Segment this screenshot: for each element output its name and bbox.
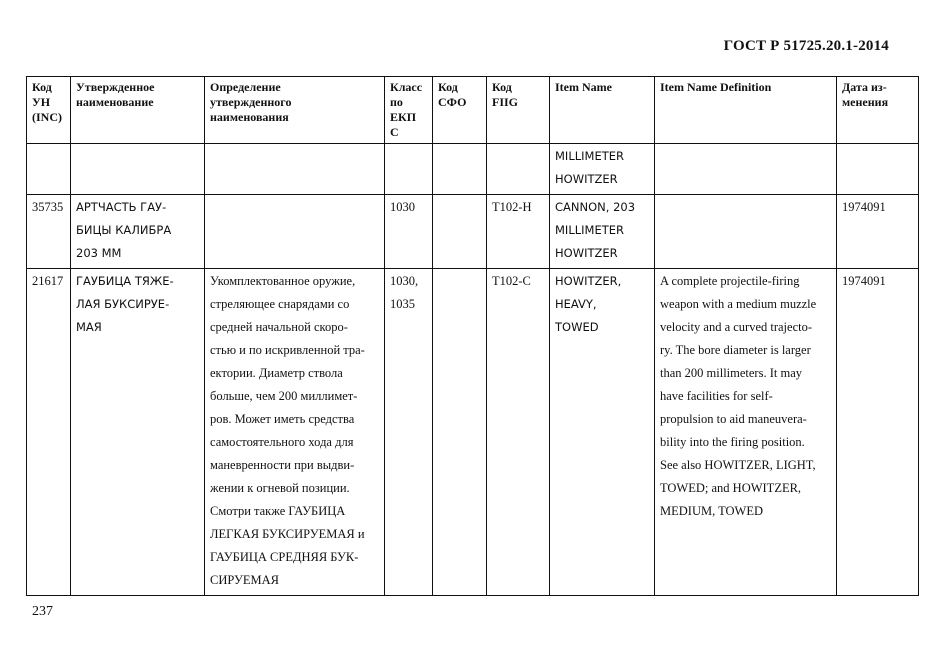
- cell-inc: 21617: [27, 269, 71, 596]
- cell-definition: [205, 144, 385, 195]
- table-row: [27, 195, 919, 269]
- col-header-item-definition: Item Name Definition: [655, 77, 837, 144]
- document-standard-code: ГОСТ Р 51725.20.1-2014: [723, 38, 889, 54]
- cell-date: 1974091: [837, 195, 919, 269]
- cell-fiig: [487, 144, 550, 195]
- col-header-approved-name: Утвержденное наименование: [71, 77, 205, 144]
- cell-approved-name: ГАУБИЦА ТЯЖЕ- ЛАЯ БУКСИРУЕ- МАЯ: [71, 269, 205, 596]
- cell-fiig: T102-H: [487, 195, 550, 269]
- cell-definition: [205, 195, 385, 269]
- cell-fiig: T102-C: [487, 269, 550, 596]
- cell-sfo: [433, 269, 487, 596]
- col-header-fiig: Код FIIG: [487, 77, 550, 144]
- cell-item-definition: A complete projectile-firing weapon with a medium muzzle velocity and a curved trajecto- ry. The bore diameter is larger than 200 millimeters. It may have facilities for self- propulsion to aid maneuvera- bility into the firing position. See also HOWITZER, LIGHT, TOWED; and HOWITZER, MEDIUM, TOWED: [655, 269, 837, 596]
- cell-date: [837, 144, 919, 195]
- cell-item-definition: [655, 195, 837, 269]
- classification-table: [26, 76, 919, 596]
- cell-item-name: CANNON, 203 MILLIMETER HOWITZER: [550, 195, 655, 269]
- cell-date: 1974091: [837, 269, 919, 596]
- cell-class: [385, 144, 433, 195]
- cell-class: 1030, 1035: [385, 269, 433, 596]
- table-header-row: [27, 77, 919, 144]
- cell-item-name: HOWITZER, HEAVY, TOWED: [550, 269, 655, 596]
- col-header-sfo: Код СФО: [433, 77, 487, 144]
- col-header-item-name: Item Name: [550, 77, 655, 144]
- cell-item-name: MILLIMETER HOWITZER: [550, 144, 655, 195]
- cell-approved-name: [71, 144, 205, 195]
- cell-inc: 35735: [27, 195, 71, 269]
- cell-class: 1030: [385, 195, 433, 269]
- page-number: 237: [32, 604, 53, 619]
- col-header-date: Дата из- менения: [837, 77, 919, 144]
- table-row: [27, 144, 919, 195]
- cell-approved-name: АРТЧАСТЬ ГАУ- БИЦЫ КАЛИБРА 203 ММ: [71, 195, 205, 269]
- cell-sfo: [433, 144, 487, 195]
- cell-sfo: [433, 195, 487, 269]
- col-header-inc: Код УН (INC): [27, 77, 71, 144]
- cell-item-definition: [655, 144, 837, 195]
- table-row: [27, 269, 919, 596]
- col-header-class: Класс по ЕКП С: [385, 77, 433, 144]
- cell-definition: Укомплектованное оружие, стреляющее снарядами со средней начальной скоро- стью и по искривленной тра- ектории. Диаметр ствола больше, чем 200 миллимет- ров. Может иметь средства самостоятельного хода для маневренности при выдви- жении к огневой позиции. Смотри также ГАУБИЦА ЛЕГКАЯ БУКСИРУЕМАЯ и ГАУБИЦА СРЕДНЯЯ БУК- СИРУЕМАЯ: [205, 269, 385, 596]
- cell-inc: [27, 144, 71, 195]
- col-header-definition: Определение утвержденного наименования: [205, 77, 385, 144]
